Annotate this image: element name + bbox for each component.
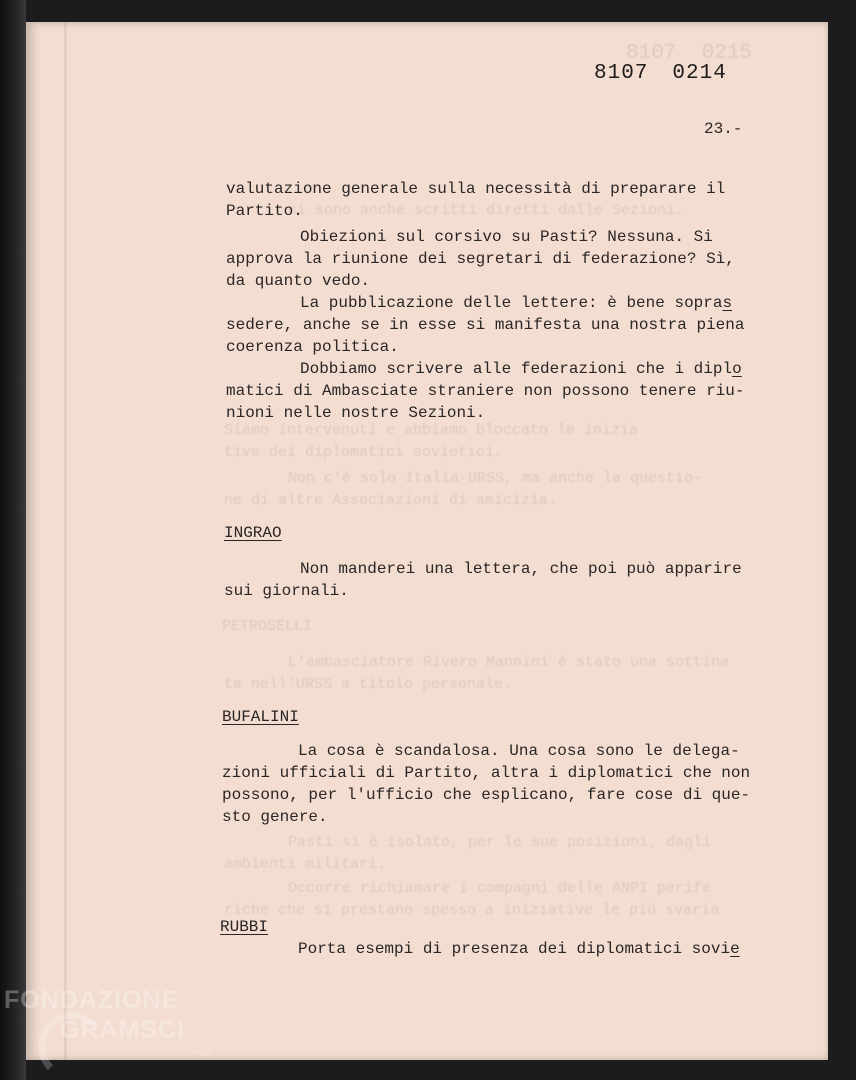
document-page — [26, 22, 828, 1060]
bleed-through: Occorre richiamare i compagni delle ANPI perife — [288, 880, 712, 897]
speaker-name: BUFALINI — [222, 708, 299, 726]
bleed-through: tive dei diplomatici sovietici. — [224, 444, 504, 461]
bleed-through: ambienti militari. — [224, 856, 387, 873]
text-line: Partito. — [226, 202, 303, 220]
text-line: sui giornali. — [224, 582, 349, 600]
page-fold — [64, 22, 67, 1060]
text-line: coerenza politica. — [226, 338, 399, 356]
text-line: valutazione generale sulla necessità di preparare il — [226, 180, 726, 198]
text-fragment: Dobbiamo scrivere alle federazioni che i dipl — [300, 360, 733, 378]
text-line: nioni nelle nostre Sezioni. — [226, 404, 486, 422]
text-line — [300, 292, 732, 314]
watermark-line: GRAMSCI — [60, 1016, 186, 1044]
binder-edge — [0, 0, 26, 1080]
page-number: 23.- — [704, 120, 743, 138]
bleed-through: ne di altre Associazioni di amicizia. — [224, 492, 558, 509]
text-line: sto genere. — [222, 808, 328, 826]
text-fragment: La pubblicazione delle lettere: è bene sopra — [300, 294, 723, 312]
bleed-through: ci sono anche scritti diretti dalle Sezioni. — [288, 202, 685, 219]
bleed-through: riche che si prestano spesso a iniziative le più svaria — [224, 902, 720, 919]
text-fragment: Porta esempi di presenza dei diplomatici sovi — [298, 940, 731, 958]
watermark-line: FONDAZIONE — [4, 986, 180, 1014]
text-line — [298, 938, 740, 960]
archive-number-right: 0214 — [672, 62, 727, 85]
underlined-letter: o — [732, 360, 742, 378]
bleed-through: L'ambasciatore Rivero Mannini è stato una sottina — [288, 654, 730, 671]
underlined-letter: e — [730, 940, 740, 958]
archive-number-left: 8107 — [594, 62, 649, 85]
text-line: matici di Ambasciate straniere non possono tenere riu- — [226, 382, 745, 400]
archive-number — [594, 62, 727, 85]
watermark-small: onlus — [192, 1048, 214, 1058]
bleed-through: Non c'è solo Italia-URSS, ma anche la questio- — [288, 470, 703, 487]
foundation-watermark-logo — [4, 986, 224, 1076]
text-line: La cosa è scandalosa. Una cosa sono le delega- — [298, 742, 740, 760]
text-line: zioni ufficiali di Partito, altra i diplomatici che non — [222, 764, 751, 782]
bleed-through: Pasti si è isolato, per le sue posizioni, dagli — [288, 834, 712, 851]
text-line: Non manderei una lettera, che poi può apparire — [300, 560, 742, 578]
text-line: approva la riunione dei segretari di federazione? Sì, — [226, 250, 735, 268]
bleed-through: ta nell'URSS a titolo personale. — [224, 676, 513, 693]
bleed-through: 8107 0215 — [626, 42, 753, 65]
speaker-name: INGRAO — [224, 524, 282, 542]
text-line: sedere, anche se in esse si manifesta una nostra piena — [226, 316, 745, 334]
bleed-through: PETROSELLI — [222, 618, 313, 635]
text-line — [300, 358, 742, 380]
text-line: da quanto vedo. — [226, 272, 371, 290]
text-line: Obiezioni sul corsivo su Pasti? Nessuna. Si — [300, 228, 713, 246]
text-line: possono, per l'ufficio che esplicano, fare cose di que- — [222, 786, 751, 804]
speaker-name: RUBBI — [220, 918, 269, 936]
underlined-letter: s — [722, 294, 733, 312]
bleed-through: Siamo intervenuti e abbiamo bloccato le inizia — [224, 422, 639, 439]
